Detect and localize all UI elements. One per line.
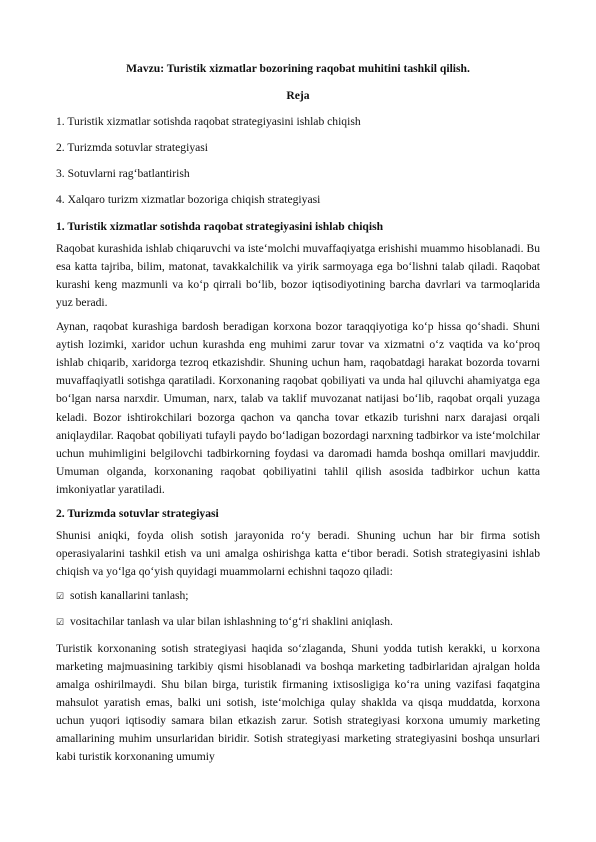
- paragraph: Raqobat kurashida ishlab chiqaruvchi va iste‘molchi muvaffaqiyatga erishishi muammo hisoblanadi. Bu esa katta tajriba, bilim, matonat, tavakkalchilik va yirik sarmoyaga ega bo‘lishni talab qiladi. Raqobat kurashi keng mazmunli va ko‘p qirrali bo‘lib, bozor iqtisodiyotining barcha davrlari va tarmoqlarida yuz beradi.: [56, 241, 540, 309]
- plan-item: 4. Xalqaro turizm xizmatlar bozoriga chiqish strategiyasi: [56, 193, 321, 207]
- bullet-item: [56, 587, 540, 605]
- bullet-text: sotish kanallarini tanlash;: [70, 589, 189, 603]
- plan-item: 1. Turistik xizmatlar sotishda raqobat strategiyasini ishlab chiqish: [56, 115, 361, 129]
- section-heading: 1. Turistik xizmatlar sotishda raqobat strategiyasini ishlab chiqish: [56, 219, 384, 233]
- checkmark-box-icon: ☑: [56, 617, 65, 628]
- bullet-item: [56, 613, 540, 631]
- document-title: Mavzu: Turistik xizmatlar bozorining raqobat muhitini tashkil qilish.: [126, 62, 470, 75]
- bullet-text: vositachilar tanlash va ular bilan ishlashning to‘g‘ri shaklini aniqlash.: [70, 615, 393, 629]
- paragraph: Turistik korxonaning sotish strategiyasi haqida so‘zlaganda, Shuni yodda tutish kerakki, u korxona marketing majmuasining tarkibiy qismi hisoblanadi va boshqa marketing tadbirlaridan ajralgan holda amalga oshirilmaydi. Shu bilan birga, turistik firmaning ixtisosligiga ko‘ra uning vazifasi faqatgina mahsulot yaratish emas, balki uni sotish, iste‘molchiga qulay shaklda va qisqa muddatda, korxona uchun yuqori iqtisodiy samara bilan etkazish zarur. Sotish strategiyasi korxona umumiy marketing amallarining muhim unsurlaridan biridir. Sotish strategiyasi marketing strategiyasini boshqa unsurlari kabi turistik korxonaning umumiy: [56, 641, 540, 764]
- paragraph: Shunisi aniqki, foyda olish sotish jarayonida ro‘y beradi. Shuning uchun har bir firma sotish operasiyalarini tashkil etish va uni amalga oshirishga katta e‘tibor beradi. Sotish strategiyasini ishlab chiqish va yo‘lga qo‘yish quyidagi muammolarni echishni taqozo qiladi:: [56, 529, 540, 579]
- plan-item: 3. Sotuvlarni rag‘batlantirish: [56, 167, 190, 181]
- plan-item: 2. Turizmda sotuvlar strategiyasi: [56, 141, 208, 155]
- document-page: [56, 60, 540, 772]
- plan-list: [56, 113, 540, 209]
- checkmark-box-icon: ☑: [56, 591, 65, 602]
- section-heading: 2. Turizmda sotuvlar strategiyasi: [56, 506, 219, 520]
- paragraph: Aynan, raqobat kurashiga bardosh beradigan korxona bozor taraqqiyotiga ko‘p hissa qo‘shadi. Shuni aytish lozimki, xaridor uchun kurashda eng muhimi zarur tovar va xizmatni o‘z vaqtida va ko‘proq ishlab chiqarib, xaridorga tezroq etkazishdir. Shuning uchun ham, raqobatdagi harakat bozorda tovarni muvaffaqiyatli sotishga qaratiladi. Korxonaning raqobat qobiliyati va unda hal qiluvchi ahamiyatga ega bo‘lgan narsa narxdir. Umuman, narx, talab va taklif muvozanat natijasi bo‘lib, raqobat orqali yuzaga keladi. Bozor ishtirokchilari bozorga qachon va qancha tovar etkazib turishni narx darajasi orqali aniqlaydilar. Raqobat qobiliyati tufayli paydo bo‘ladigan bozordagi narxning tadbirkor va iste‘molchilar uchun muhimligini belgilovchi tadbirkorning foydasi va daromadi hamda boshqa omillari mavjuddir. Umuman olganda, korxonaning raqobat qobiliyatini tahlil qilish asosida tadbirkor uchun katta imkoniyatlar yaratiladi.: [56, 320, 540, 496]
- plan-title: Reja: [286, 89, 310, 103]
